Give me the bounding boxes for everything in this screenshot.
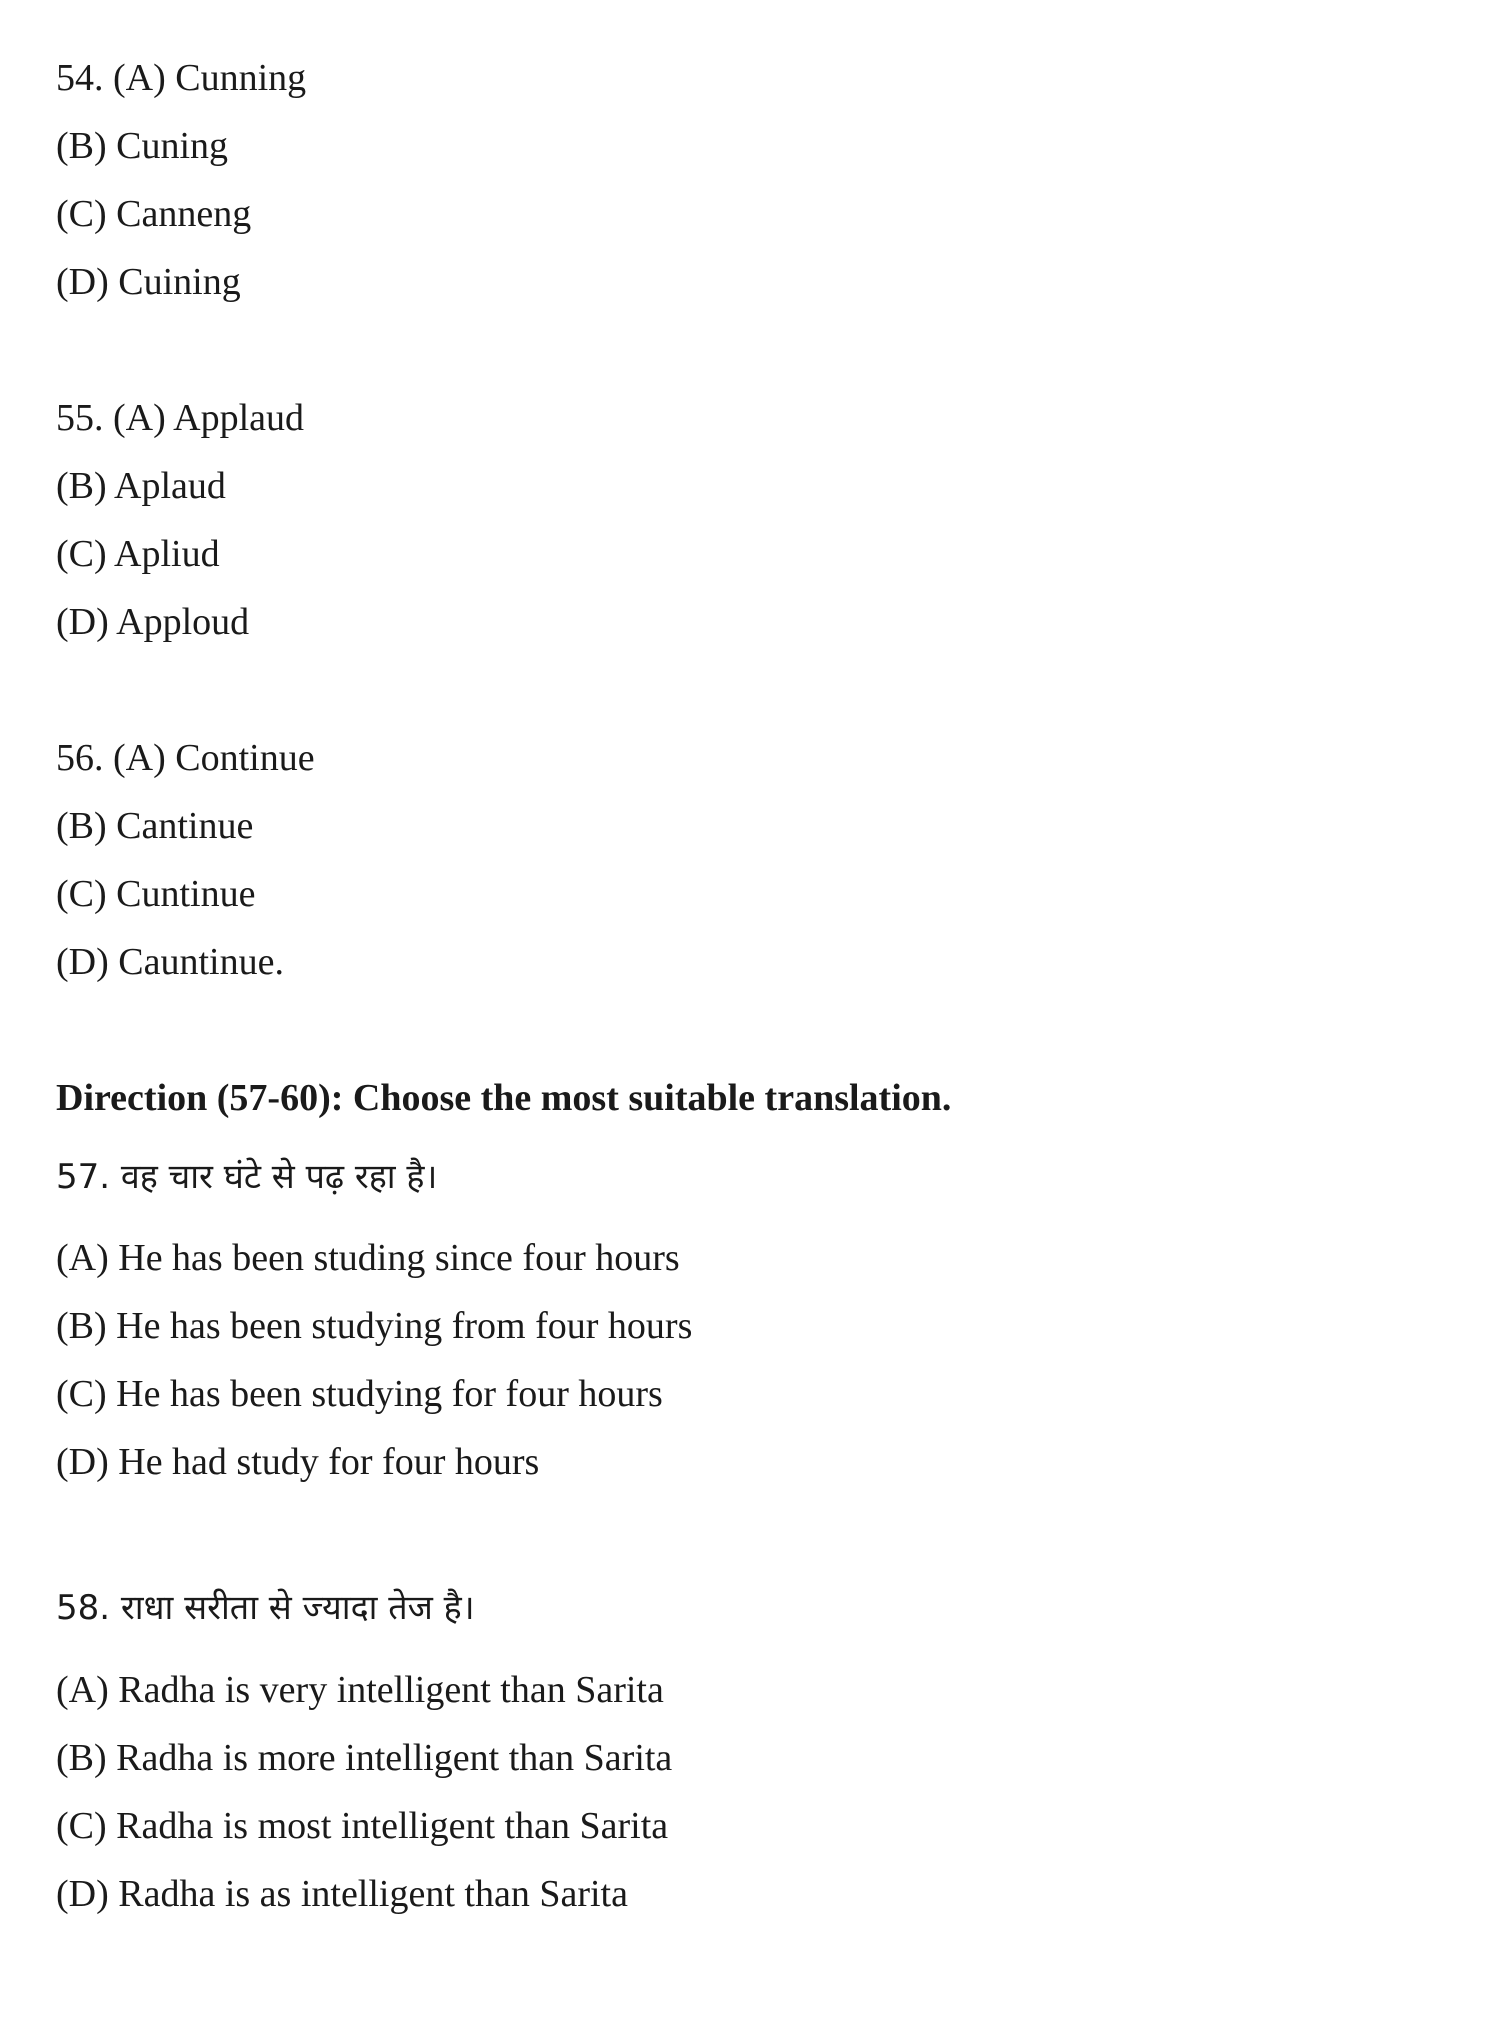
question-56-option-a: 56. (A) Continue (56, 737, 315, 779)
question-58-prompt: 58. राधा सरीता से ज्यादा तेज है। (56, 1588, 475, 1628)
question-54-option-a: 54. (A) Cunning (56, 57, 307, 99)
question-58-option-b: (B) Radha is more intelligent than Sarita (56, 1737, 673, 1779)
question-56-option-d: (D) Cauntinue. (56, 941, 284, 983)
question-55-option-a: 55. (A) Applaud (56, 397, 305, 439)
question-58-option-c: (C) Radha is most intelligent than Sarita (56, 1805, 669, 1847)
question-57-option-c: (C) He has been studying for four hours (56, 1373, 663, 1415)
question-58-option-d: (D) Radha is as intelligent than Sarita (56, 1873, 628, 1915)
direction-heading: Direction (57-60): Choose the most suitable translation. (56, 1077, 952, 1119)
question-55-option-b: (B) Aplaud (56, 465, 226, 507)
question-56-option-c: (C) Cuntinue (56, 873, 256, 915)
question-57-option-d: (D) He had study for four hours (56, 1441, 540, 1483)
question-58-option-a: (A) Radha is very intelligent than Sarita (56, 1669, 664, 1711)
question-57-option-b: (B) He has been studying from four hours (56, 1305, 693, 1347)
question-54-option-b: (B) Cuning (56, 125, 229, 167)
question-55-option-c: (C) Apliud (56, 533, 220, 575)
question-54-option-d: (D) Cuining (56, 261, 241, 303)
question-55-option-d: (D) Apploud (56, 601, 250, 643)
question-54-option-c: (C) Canneng (56, 193, 252, 235)
question-56-option-b: (B) Cantinue (56, 805, 254, 847)
question-57-option-a: (A) He has been studing since four hours (56, 1237, 680, 1279)
question-57-prompt: 57. वह चार घंटे से पढ़ रहा है। (56, 1157, 438, 1197)
